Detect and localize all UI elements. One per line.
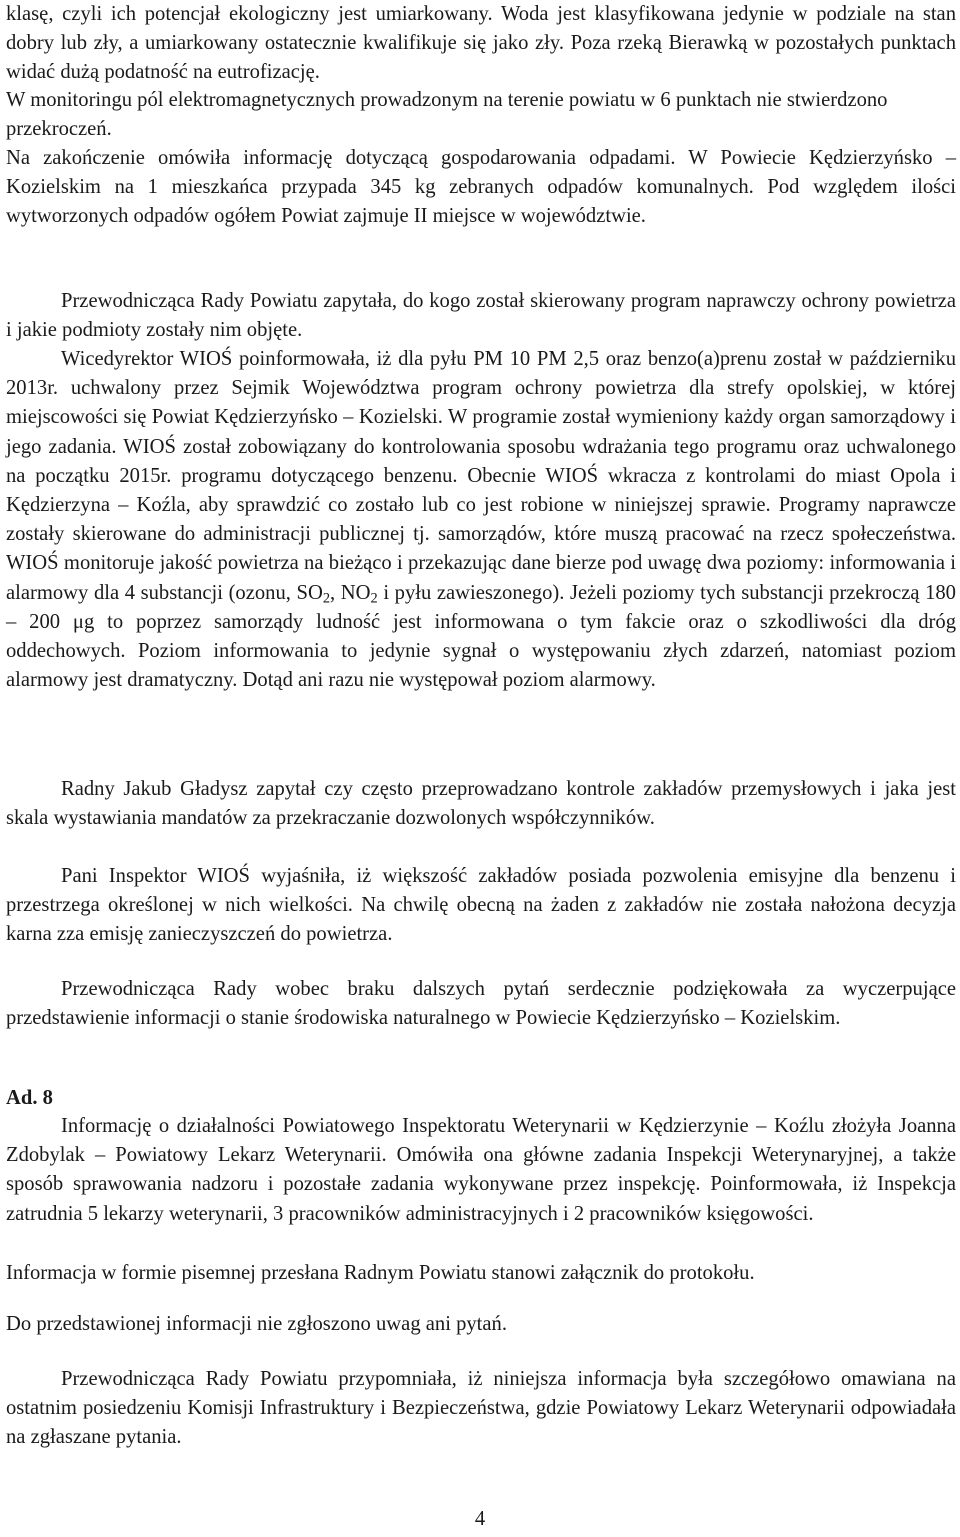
subscript: 2	[322, 590, 331, 607]
paragraph-text: Przewodnicząca Rady Powiatu zapytała, do kogo został skierowany program naprawczy ochrony powietrza i jakie podmioty zostały nim objęte.	[6, 290, 956, 342]
paragraph-electromagnetic-monitoring: W monitoringu pól elektromagnetycznych prowadzonym na terenie powiatu w 6 punktach nie stwierdzono przekroczeń.	[6, 89, 888, 141]
page-number: 4	[474, 1508, 486, 1530]
paragraph-inspector-answer	[6, 862, 956, 950]
paragraph-text: Informację o działalności Powiatowego Inspektoratu Weterynarii w Kędzierzynie – Koźlu złożyła Joanna Zdobylak – Powiatowy Lekarz Weterynarii. Omówiła ona główne zadania Inspekcji Weterynaryjnej, a także sposób sprawowania nadzoru i pozostałe zadania wykonywane przez inspekcję. Poinformowała, iż Inspekcja zatrudnia 5 lekarzy weterynarii, 3 pracowników administracyjnych i 2 pracowników księgowości.	[6, 1115, 956, 1225]
paragraph-question-inspections	[6, 775, 956, 833]
paragraph-question-repair-program	[6, 287, 956, 345]
paragraph-text-part: , NO	[330, 581, 371, 604]
paragraph-waste-management: Na zakończenie omówiła informację dotyczącą gospodarowania odpadami. W Powiecie Kędzierzyńsko – Kozielskim na 1 mieszkańca przypada 345 kg zebranych odpadów komunalnych. Pod względem ilości wytworzonych odpadów ogółem Powiat zajmuje II miejsce w województwie.	[6, 147, 956, 228]
paragraph-chair-thanks	[6, 975, 956, 1033]
paragraph-text-part: Wicedyrektor WIOŚ poinformowała, iż dla pyłu PM 10 PM 2,5 oraz benzo(a)prenu został w październiku 2013r. uchwalony przez Sejmik Województwa program ochrony powietrza dla strefy opolskiej, w której miejscowości się Powiat Kędzierzyńsko – Kozielski. W programie został wymieniony każdy organ samorządowy i jego zadania. WIOŚ został zobowiązany do kontrolowania sposobu wdrażania tego programu oraz uchwalonego na początku 2015r. programu dotyczącego benzenu. Obecnie WIOŚ wkracza z kontrolami do miast Opola i Kędzierzyna – Koźla, aby sprawdzić co zostało lub co jest robione w niniejszej sprawie. Programy naprawcze zostały skierowane do administracji publicznej tj. samorządów, które muszą pracować na rzecz społeczeństwa. WIOŚ monitoruje jakość powietrza na bieżąco i przekazując dane bierze pod uwagę dwa poziomy: informowania i alarmowy dla 4 substancji (ozonu, SO	[6, 348, 956, 604]
paragraph-text: Przewodnicząca Rady wobec braku dalszych pytań serdecznie podziękowała za wyczerpujące przedstawienie informacji o stanie środowiska naturalnego w Powiecie Kędzierzyńsko – Kozielskim.	[6, 978, 956, 1030]
paragraph-text: Radny Jakub Gładysz zapytał czy często przeprowadzano kontrole zakładów przemysłowych i jaka jest skala wystawiania mandatów za przekraczanie dozwolonych współczynników.	[6, 778, 956, 830]
paragraph-veterinary-info	[6, 1112, 956, 1229]
paragraph-chair-reminder	[6, 1365, 956, 1453]
paragraph-text: Przewodnicząca Rady Powiatu przypomniała, iż niniejsza informacja była szczegółowo omawiana na ostatnim posiedzeniu Komisji Infrastruktury i Bezpieczeństwa, gdzie Powiatowy Lekarz Weterynarii odpowiadała na zgłaszane pytania.	[6, 1368, 956, 1449]
paragraph-no-questions: Do przedstawionej informacji nie zgłoszono uwag ani pytań.	[6, 1313, 507, 1335]
section-heading: Ad. 8	[6, 1087, 53, 1109]
paragraph-attachment-note: Informacja w formie pisemnej przesłana Radnym Powiatu stanowi załącznik do protokołu.	[6, 1262, 755, 1284]
paragraph-text: Pani Inspektor WIOŚ wyjaśniła, iż większość zakładów posiada pozwolenia emisyjne dla benzenu i przestrzega określonej w nich wielkości. Na chwilę obecną na żaden z zakładów nie została nałożona decyzja karna zza emisję zanieczyszczeń do powietrza.	[6, 865, 956, 946]
paragraph-water-classification: klasę, czyli ich potencjał ekologiczny jest umiarkowany. Woda jest klasyfikowana jedynie w podziale na stan dobry lub zły, a umiarkowany ostatecznie kwalifikuje się jako zły. Poza rzeką Bierawką w pozostałych punktach widać dużą podatność na eutrofizację.	[6, 3, 956, 84]
subscript: 2	[370, 590, 378, 607]
paragraph-text-part: i pyłu zawieszonego). Jeżeli poziomy tych substancji przekroczą 180 – 200 μg to poprzez samorządy ludność jest informowana o tym fakcie oraz o szkodliwości dla dróg oddechowych. Poziom informowania to jedynie sygnał o występowaniu złych zdarzeń, natomiast poziom alarmowy jest dramatyczny. Dotąd ani razu nie występował poziom alarmowy.	[6, 581, 956, 692]
paragraph-air-protection-answer	[6, 345, 956, 695]
